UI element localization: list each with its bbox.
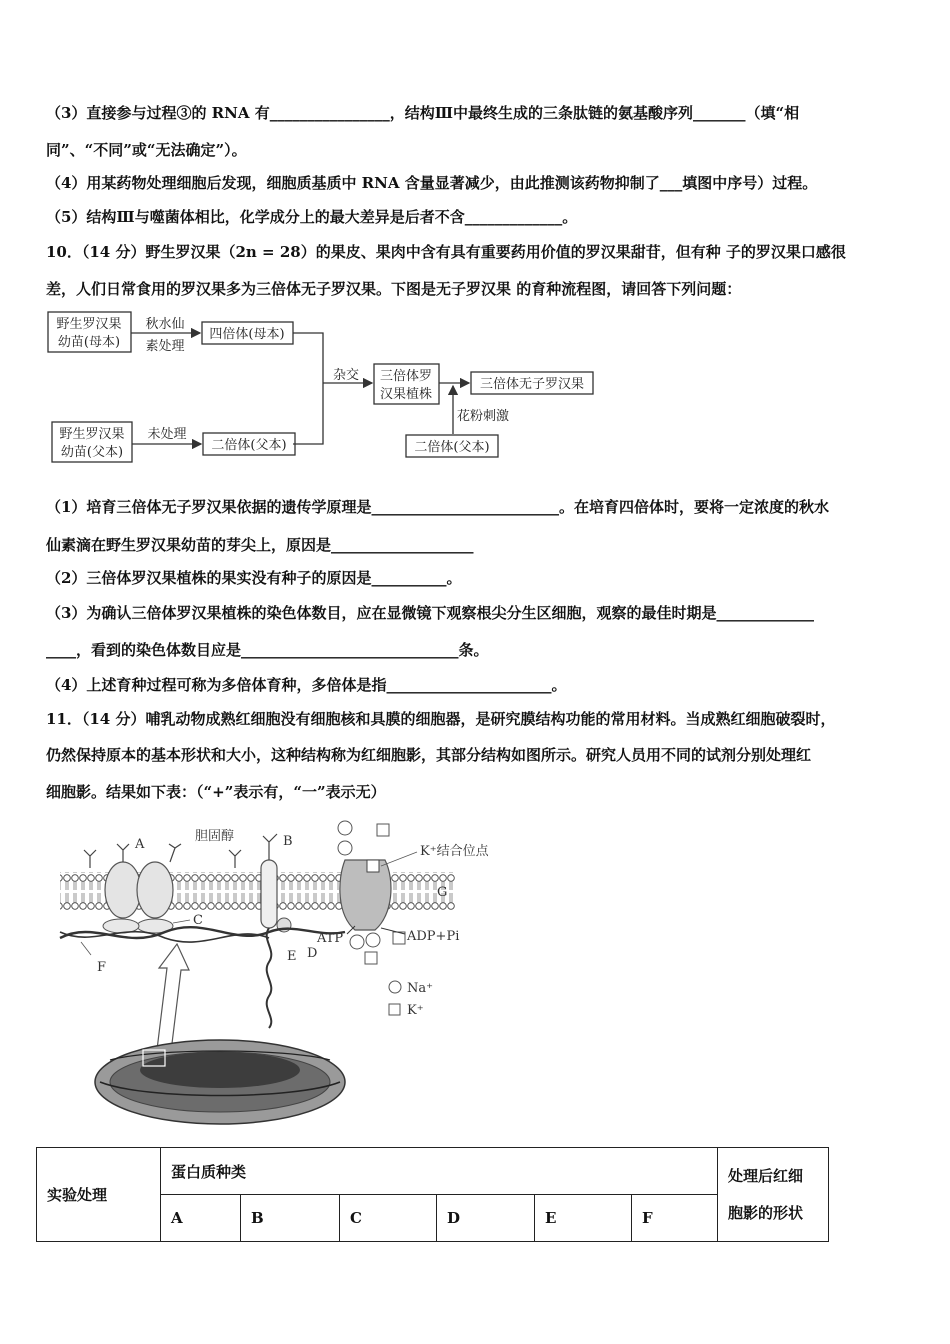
glyco-a1	[117, 844, 129, 862]
adp-label: ADP+Pi	[407, 929, 460, 944]
tetraploid-label: 四倍体(母本)	[209, 327, 285, 342]
diploid-father2-label: 二倍体(父本)	[414, 440, 490, 455]
na-ion-2	[338, 841, 352, 855]
header-shape-line1: 处理后红细	[728, 1166, 804, 1185]
q9-4-line: （4）用某药物处理细胞后发现，细胞质基质中 RNA 含量显著减少，由此推测该药物抑制了___填图中序号）过程。	[46, 174, 818, 192]
protein-col-c: C	[340, 1195, 437, 1242]
label-a: A	[135, 837, 145, 852]
hybridize-label: 杂交	[332, 368, 360, 383]
k-ion-3	[365, 952, 377, 964]
father-seedling-line1: 野生罗汉果	[59, 427, 125, 442]
label-d: D	[307, 946, 318, 961]
glyco-a2	[169, 844, 181, 862]
na-ion-1	[338, 821, 352, 835]
protein-a-right	[137, 862, 173, 918]
protein-c-left	[103, 919, 139, 933]
atp-label: ATP	[317, 931, 344, 946]
protein-col-d: D	[437, 1195, 535, 1242]
diploid-father-label: 二倍体(父本)	[211, 438, 287, 453]
legend-k-symbol	[389, 1004, 400, 1015]
breeding-flowchart	[0, 0, 950, 470]
protein-col-b: B	[241, 1195, 340, 1242]
q11-stem-line1: 11．（14 分）哺乳动物成熟红细胞没有细胞核和具膜的细胞器，是研究膜结构功能的常用材料。当成熟红细胞破裂时，	[46, 710, 836, 728]
mother-seedling-line1: 野生罗汉果	[56, 317, 122, 332]
legend-na-label: Na⁺	[407, 981, 433, 996]
protein-col-f: F	[632, 1195, 718, 1242]
na-ion-4	[366, 933, 380, 947]
protein-col-e: E	[535, 1195, 632, 1242]
untreated-label: 未处理	[147, 427, 187, 442]
q10-1-line1: （1）培育三倍体无子罗汉果依据的遗传学原理是_________________________。在培育四倍体时，要将一定浓度的秋水	[46, 498, 829, 516]
q11-stem-line3: 细胞影。结果如下表：（“+”表示有，“一”表示无）	[46, 783, 386, 801]
q10-2-line: （2）三倍体罗汉果植株的果实没有种子的原因是__________。	[46, 569, 462, 587]
hybrid-bracket	[293, 333, 323, 444]
q10-stem-line1: 10．（14 分）野生罗汉果（2n = 28）的果皮、果肉中含有具有重要药用价值的罗汉果甜苷，但有种 子的罗汉果口感很	[46, 243, 846, 261]
k-site-label: K⁺结合位点	[420, 844, 489, 859]
q10-1-line2: 仙素滴在野生罗汉果幼苗的芽尖上，原因是___________________	[46, 536, 474, 554]
membrane-diagram	[55, 820, 525, 1130]
protein-e-chain	[267, 928, 272, 1028]
q9-3-line2: 同”、“不同”或“无法确定”）。	[46, 141, 247, 159]
glyco-1	[84, 850, 96, 868]
q9-3-line1: （3）直接参与过程③的 RNA 有________________，结构Ⅲ中最终生成的三条肽链的氨基酸序列_______（填“相	[46, 104, 800, 122]
spectrin-network	[60, 927, 345, 938]
q10-4-line: （4）上述育种过程可称为多倍体育种，多倍体是指______________________。	[46, 676, 567, 694]
k-site-square	[367, 860, 379, 872]
header-treatment: 实验处理	[37, 1148, 161, 1242]
triploid-plant-line2: 汉果植株	[379, 387, 433, 402]
father-seedling-line2: 幼苗(父本)	[60, 445, 124, 460]
q10-3-line1: （3）为确认三倍体罗汉果植株的染色体数目，应在显微镜下观察根尖分生区细胞，观察的最佳时期是_____________	[46, 604, 814, 622]
label-f: F	[97, 960, 107, 975]
header-shape-line2: 胞影的形状	[728, 1203, 804, 1222]
glyco-2	[229, 850, 241, 868]
q10-stem-line2: 差，人们日常食用的罗汉果多为三倍体无子罗汉果。下图是无子罗汉果 的育种流程图，请回答下列问题：	[46, 280, 742, 298]
label-g: G	[437, 885, 448, 900]
label-e: E	[287, 949, 297, 964]
triploid-plant-line1: 三倍体罗	[379, 369, 433, 384]
protein-col-a: A	[161, 1195, 241, 1242]
na-ion-3	[350, 935, 364, 949]
legend-na-symbol	[389, 981, 401, 993]
results-table	[36, 1147, 829, 1242]
pollen-label: 花粉刺激	[456, 409, 510, 424]
colchicine-line2: 素处理	[145, 339, 185, 354]
colchicine-line1: 秋水仙	[145, 317, 185, 332]
header-proteins: 蛋白质种类	[161, 1148, 718, 1195]
cholesterol-label: 胆固醇	[195, 829, 235, 844]
protein-a-left	[105, 862, 141, 918]
seedless-label: 三倍体无子罗汉果	[479, 377, 585, 392]
label-b: B	[283, 834, 293, 849]
header-shape	[718, 1148, 829, 1242]
q9-5-line: （5）结构Ⅲ与噬菌体相比，化学成分上的最大差异是后者不含_____________。	[46, 208, 578, 226]
mother-seedling-line2: 幼苗(母本)	[57, 335, 121, 350]
label-c: C	[193, 913, 203, 928]
k-ion-1	[377, 824, 389, 836]
pump-g	[340, 860, 391, 930]
legend-k-label: K⁺	[407, 1003, 424, 1018]
q11-stem-line2: 仍然保持原本的基本形状和大小，这种结构称为红细胞影，其部分结构如图所示。研究人员用不同的试剂分别处理红	[46, 746, 812, 764]
protein-b	[261, 860, 277, 928]
q10-3-line2: ____，看到的染色体数目应是_____________________________条。	[46, 641, 489, 659]
